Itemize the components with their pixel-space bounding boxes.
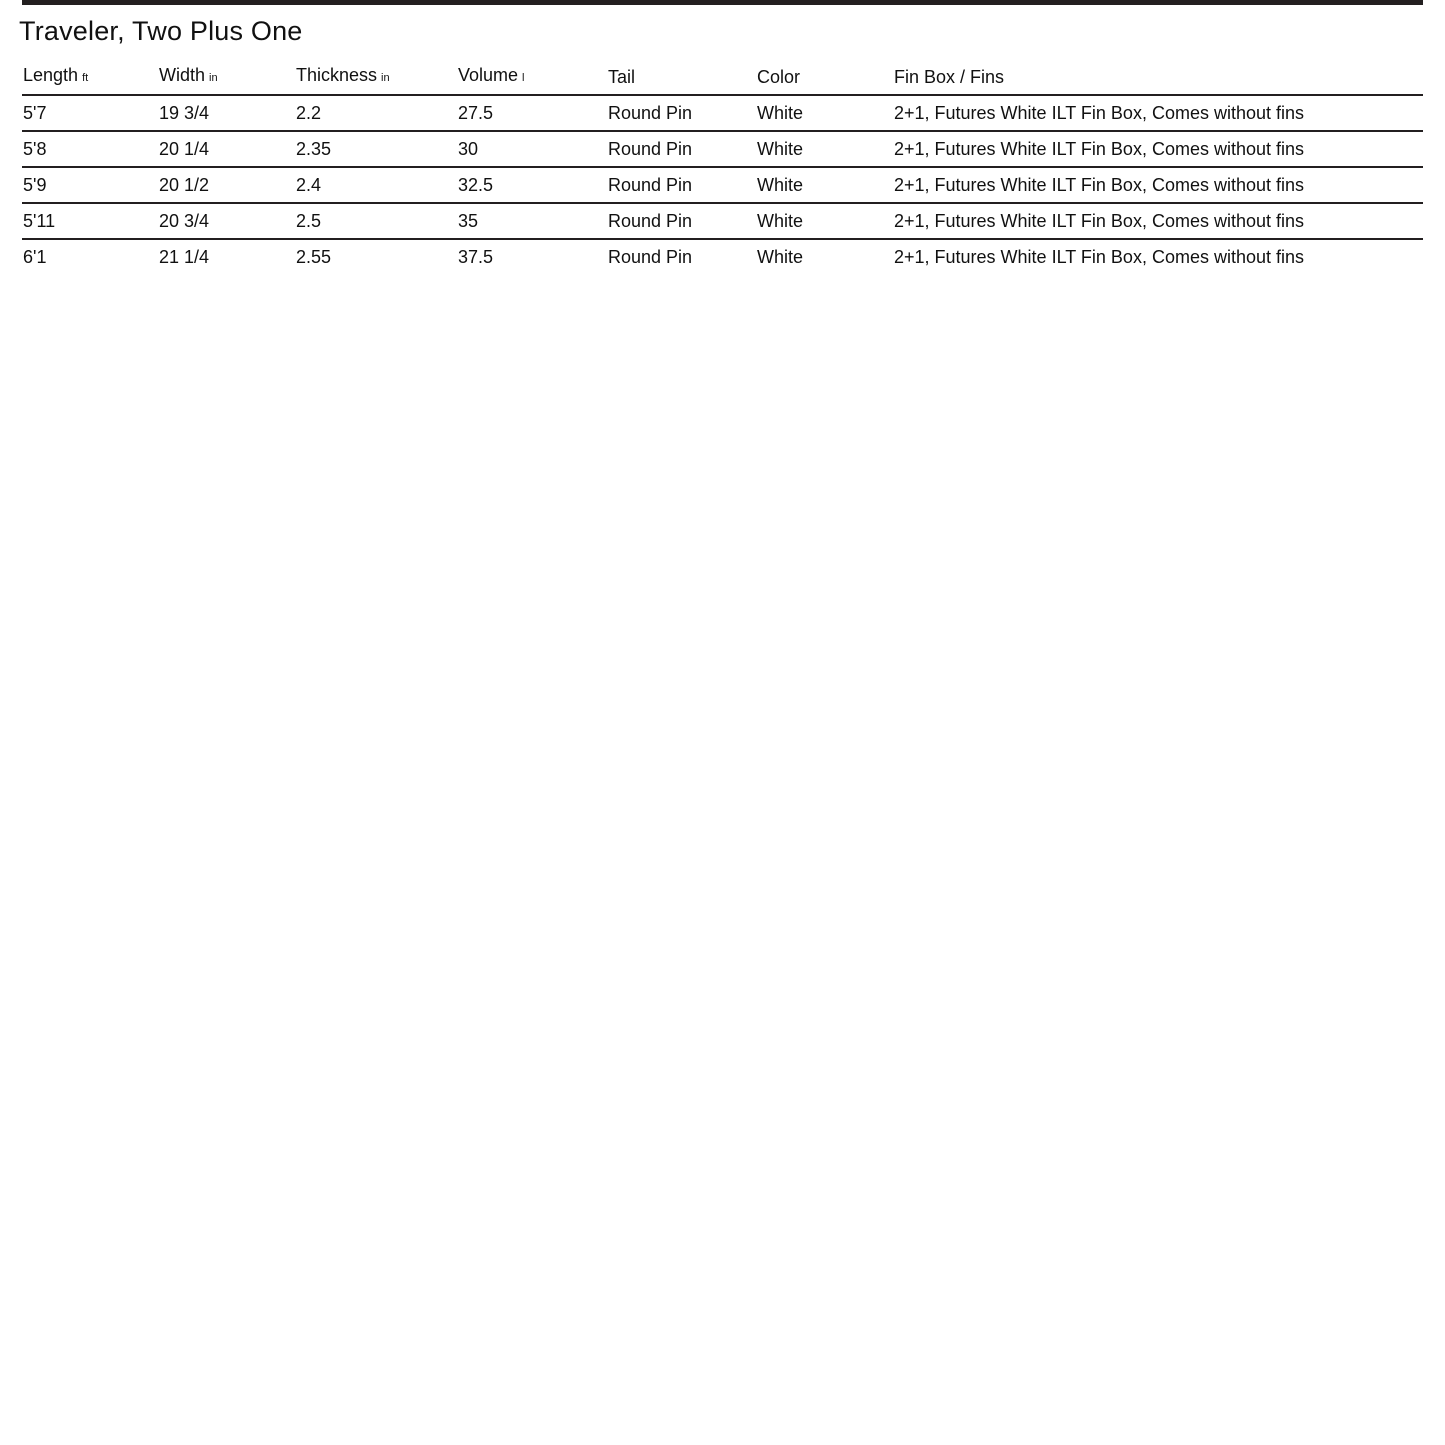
header-fin-box: Fin Box / Fins <box>893 59 1423 95</box>
cell-volume: 35 <box>457 203 607 239</box>
cell-fin-box: 2+1, Futures White ILT Fin Box, Comes without fins <box>894 247 1305 267</box>
cell-color: White <box>756 203 893 239</box>
cell-length: 5'7 <box>22 95 158 131</box>
cell-fin-box: 2+1, Futures White ILT Fin Box, Comes without fins <box>893 203 1423 239</box>
cell-width: 20 3/4 <box>158 203 295 239</box>
header-length: Length ft <box>22 59 158 95</box>
table-row <box>22 95 1423 131</box>
cell-fin-box: 2+1, Futures White ILT Fin Box, Comes without fins <box>893 95 1423 131</box>
cell-length: 5'11 <box>22 203 158 239</box>
header-tail: Tail <box>607 59 756 95</box>
cell-tail: Round Pin <box>607 131 756 167</box>
cell-length: 5'8 <box>22 131 158 167</box>
cell-fin-box: 2+1, Futures White ILT Fin Box, Comes without fins <box>893 131 1423 167</box>
cell-width: 19 3/4 <box>158 95 295 131</box>
cell-thickness: 2.2 <box>295 95 457 131</box>
cell-volume: 37.5 <box>458 247 494 267</box>
cell-color: White <box>756 95 893 131</box>
header-volume: Volume l <box>457 59 607 95</box>
header-thickness: Thickness in <box>295 59 457 95</box>
cell-width: 20 1/4 <box>158 131 295 167</box>
cell-fin-box: 2+1, Futures White ILT Fin Box, Comes without fins <box>893 167 1423 203</box>
table-row <box>22 167 1423 203</box>
cell-tail: Round Pin <box>607 95 756 131</box>
header-width: Width in <box>158 59 295 95</box>
cell-thickness: 2.35 <box>295 131 457 167</box>
cell-length: 5'9 <box>22 167 158 203</box>
page-title: Traveler, Two Plus One <box>19 16 303 46</box>
top-rule-divider <box>22 0 1423 5</box>
cell-tail: Round Pin <box>608 247 693 267</box>
specs-table <box>22 59 1423 274</box>
cell-volume: 32.5 <box>457 167 607 203</box>
cell-color: White <box>756 167 893 203</box>
cell-volume: 30 <box>457 131 607 167</box>
cell-color: White <box>757 247 804 267</box>
cell-width: 20 1/2 <box>158 167 295 203</box>
cell-thickness: 2.55 <box>296 247 332 267</box>
cell-tail: Round Pin <box>607 203 756 239</box>
table-row <box>22 131 1423 167</box>
cell-volume: 27.5 <box>457 95 607 131</box>
spec-sheet <box>19 0 1423 274</box>
cell-width: 21 1/4 <box>159 247 210 267</box>
table-row <box>22 239 1423 274</box>
header-color: Color <box>756 59 893 95</box>
cell-color: White <box>756 131 893 167</box>
cell-thickness: 2.5 <box>295 203 457 239</box>
cell-length: 6'1 <box>23 247 47 267</box>
table-row <box>22 203 1423 239</box>
cell-thickness: 2.4 <box>295 167 457 203</box>
table-header-row <box>22 59 1423 95</box>
cell-tail: Round Pin <box>607 167 756 203</box>
